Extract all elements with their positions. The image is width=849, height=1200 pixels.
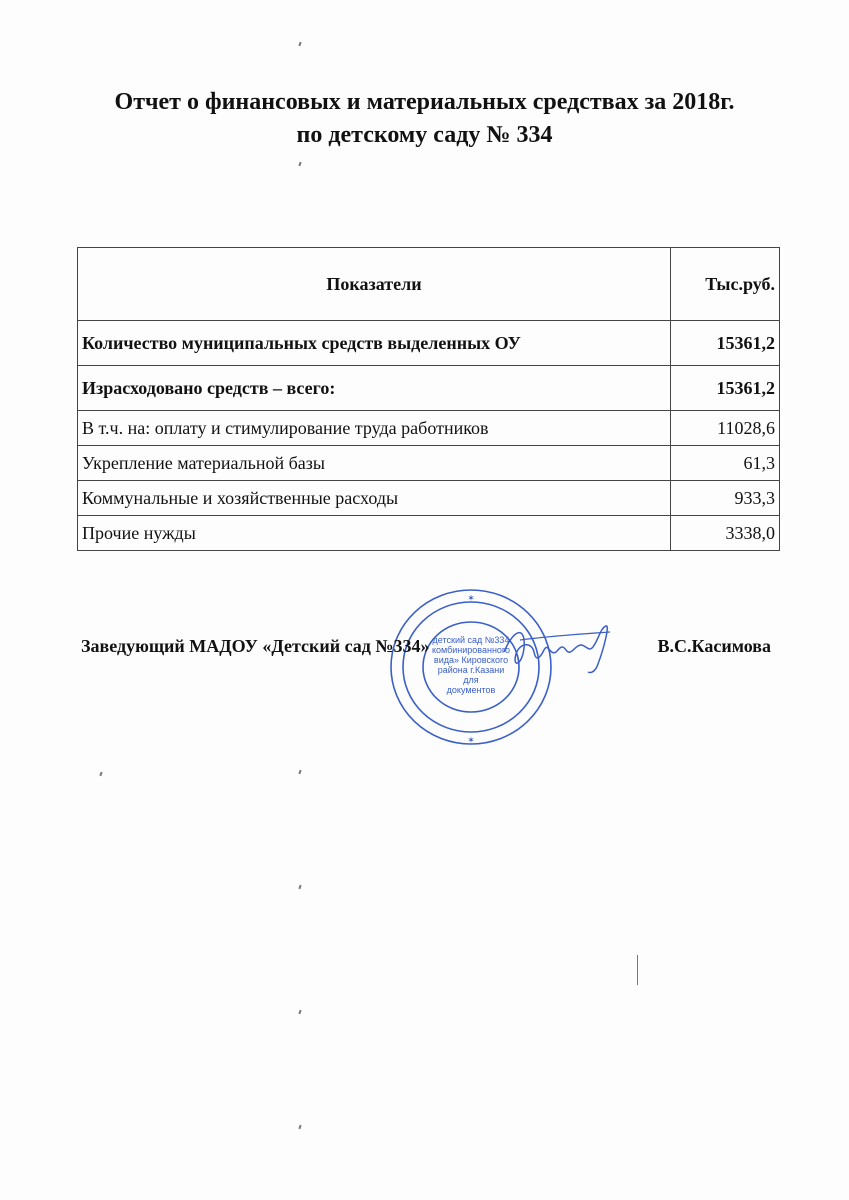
signature-name: В.С.Касимова [657,636,771,656]
scan-speck [298,1010,301,1014]
svg-text:✶: ✶ [467,735,475,745]
scan-speck [99,772,102,776]
table-row [78,481,780,516]
row-label: Количество муниципальных средств выделенных ОУ [78,321,671,366]
table-row [78,516,780,551]
financial-report-table [77,247,780,551]
stamp-text-line: документов [446,685,496,695]
stamp-text-line: комбинированного [431,645,511,655]
row-value: 933,3 [671,481,780,516]
svg-text:✶: ✶ [467,593,475,603]
row-value: 11028,6 [671,411,780,446]
row-label: Израсходовано средств – всего: [78,366,671,411]
row-label: Укрепление материальной базы [78,446,671,481]
row-label: Прочие нужды [78,516,671,551]
stamp-text-line: для [463,675,479,685]
row-value: 15361,2 [671,321,780,366]
table-row [78,411,780,446]
stamp-text-line: района г.Казани [437,665,505,675]
table-row [78,366,780,411]
table-header-row [78,248,780,321]
row-label: Коммунальные и хозяйственные расходы [78,481,671,516]
handwritten-signature [500,618,615,678]
scan-speck [298,885,301,889]
scan-speck [298,42,301,46]
table-row [78,321,780,366]
svg-text:детский сад №334комбинированно [432,635,510,695]
row-value: 3338,0 [671,516,780,551]
stamp-text-line: вида» Кировского [433,655,509,665]
scan-speck [298,1125,301,1129]
document-title [0,86,849,152]
title-line-2: по детскому саду № 334 [296,122,553,148]
header-value: Тыс.руб. [671,248,780,321]
signature-role: Заведующий МАДОУ «Детский сад №334» [81,636,430,656]
header-indicator: Показатели [78,248,671,321]
table-row [78,446,780,481]
row-label: В т.ч. на: оплату и стимулирование труда работников [78,411,671,446]
scan-speck [298,162,301,166]
row-value: 61,3 [671,446,780,481]
row-value: 15361,2 [671,366,780,411]
scan-speck [637,955,638,985]
scan-speck [298,770,301,774]
title-line-1: Отчет о финансовых и материальных средствах за 2018г. [114,89,735,115]
stamp-text-line: детский сад №334 [432,635,510,645]
